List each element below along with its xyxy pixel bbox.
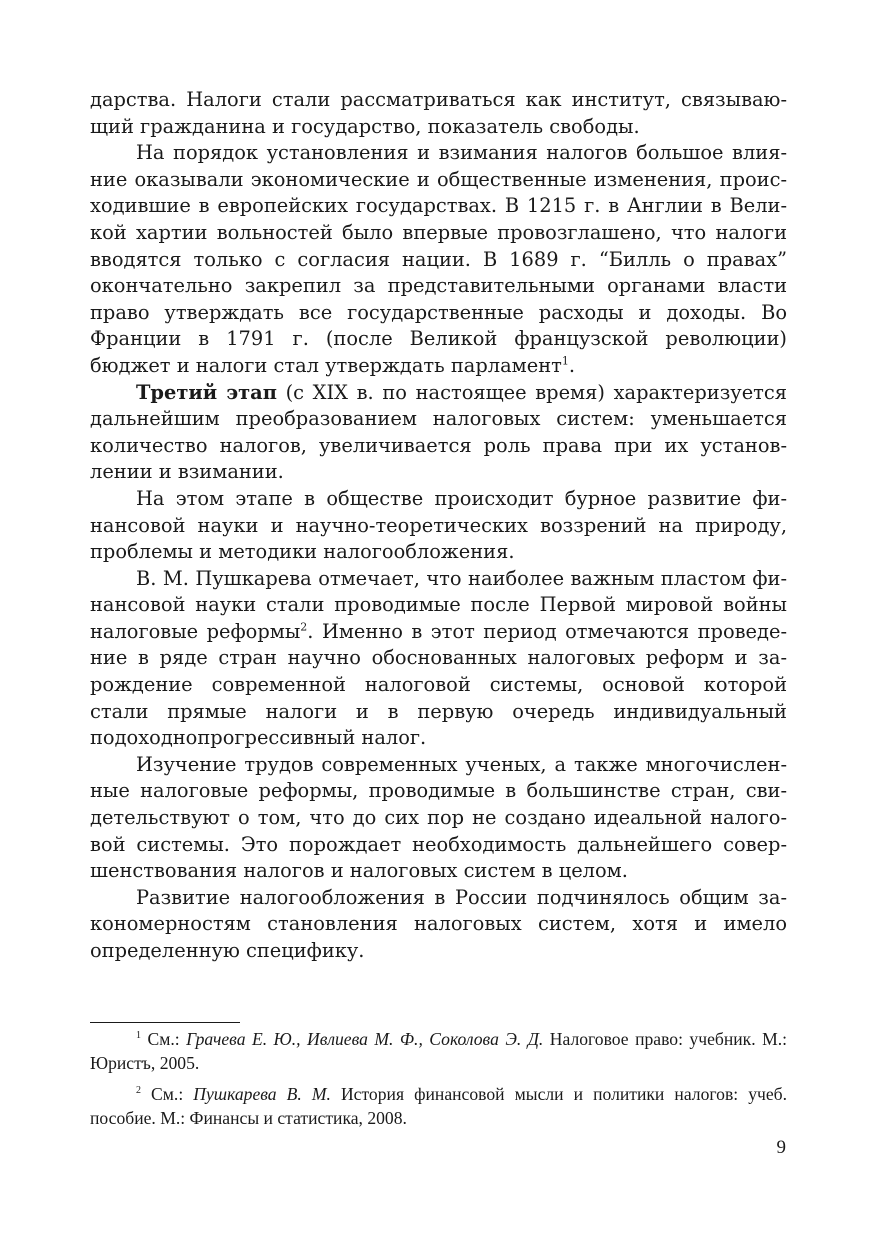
footnote-1-authors: Грачева Е. Ю., Ивлиева М. Ф., Соколова Э. Д. xyxy=(186,1029,544,1049)
page-body xyxy=(90,87,787,965)
footnote-2-authors: Пушкарева В. М. xyxy=(193,1084,331,1104)
paragraph-6 xyxy=(90,752,787,885)
paragraph-1 xyxy=(90,87,787,140)
paragraph-2-text: На порядок установления и взимания налогов большое влияние оказывали экономические и общественные изменения, происходившие в европейских государствах. В 1215 г. в Англии в Великой хартии вольностей было впервые провозглашено, что налоги вводятся только с согласия нации. В 1689 г. “Билль о правах” окончательно закрепил за представительными органами власти право утверждать все государственные расходы и доходы. Во Франции в 1791 г. (после Великой французской революции) бюджет и налоги стал утверждать парламент xyxy=(90,141,787,377)
paragraph-1-text: дарства. Налоги стали рассматриваться как институт, связывающий гражданина и государство, показатель свободы. xyxy=(90,88,787,138)
footnote-separator xyxy=(90,1022,240,1023)
footnote-2 xyxy=(90,1082,787,1130)
paragraph-2 xyxy=(90,140,787,379)
footnote-1 xyxy=(90,1027,787,1075)
footnote-ref-2[interactable]: 2 xyxy=(300,620,308,634)
paragraph-4 xyxy=(90,486,787,566)
paragraph-3 xyxy=(90,380,787,486)
paragraph-3-text: (с XIX в. по настоящее время) характеризуется дальнейшим преобразованием налоговых систем: уменьшается количество налогов, увеличивается роль права при их установлении и взимании. xyxy=(90,380,787,484)
paragraph-7-text: Развитие налогообложения в России подчинялось общим закономерностям становления налоговых систем, хотя и имело определенную специфику. xyxy=(90,885,787,962)
paragraph-7 xyxy=(90,885,787,965)
footnotes xyxy=(90,1027,787,1137)
paragraph-2-end: . xyxy=(568,353,576,377)
third-stage-heading: Третий этап xyxy=(136,380,277,404)
paragraph-5 xyxy=(90,566,787,752)
paragraph-5-text-b: . Именно в этот период отмечаются проведение в ряде стран научно обоснованных налоговых реформ и зарождение современной налоговой системы, основой которой стали прямые налоги и в первую очередь индивидуальный подоходнопрогрессивный налог. xyxy=(90,619,788,750)
footnote-2-number: 2 xyxy=(136,1085,141,1097)
footnote-ref-1[interactable]: 1 xyxy=(561,354,569,368)
footnote-2-citation: История финансовой мысли и политики налогов: учеб. пособие. М.: Финансы и статистика, 2008. xyxy=(90,1084,787,1128)
footnote-2-prefix: См.: xyxy=(141,1084,194,1104)
page-number: 9 xyxy=(776,1137,786,1158)
paragraph-4-text: На этом этапе в обществе происходит бурное развитие финансовой науки и научно-теоретических воззрений на природу, проблемы и методики налогообложения. xyxy=(90,486,787,564)
footnote-1-prefix: См.: xyxy=(141,1029,187,1049)
paragraph-5-text-a: В. М. Пушкарева отмечает, что наиболее важным пластом финансовой науки стали проводимые после Первой мировой войны налоговые реформы xyxy=(90,566,787,643)
footnote-1-number: 1 xyxy=(136,1030,141,1042)
footnote-1-citation: Налоговое право: учебник. М.: Юристъ, 2005. xyxy=(90,1029,787,1073)
paragraph-6-text: Изучение трудов современных ученых, а также многочисленные налоговые реформы, проводимые в большинстве стран, свидетельствуют о том, что до сих пор не создано идеальной налоговой системы. Это порождает необходимость дальнейшего совершенствования налогов и налоговых систем в целом. xyxy=(90,752,787,883)
